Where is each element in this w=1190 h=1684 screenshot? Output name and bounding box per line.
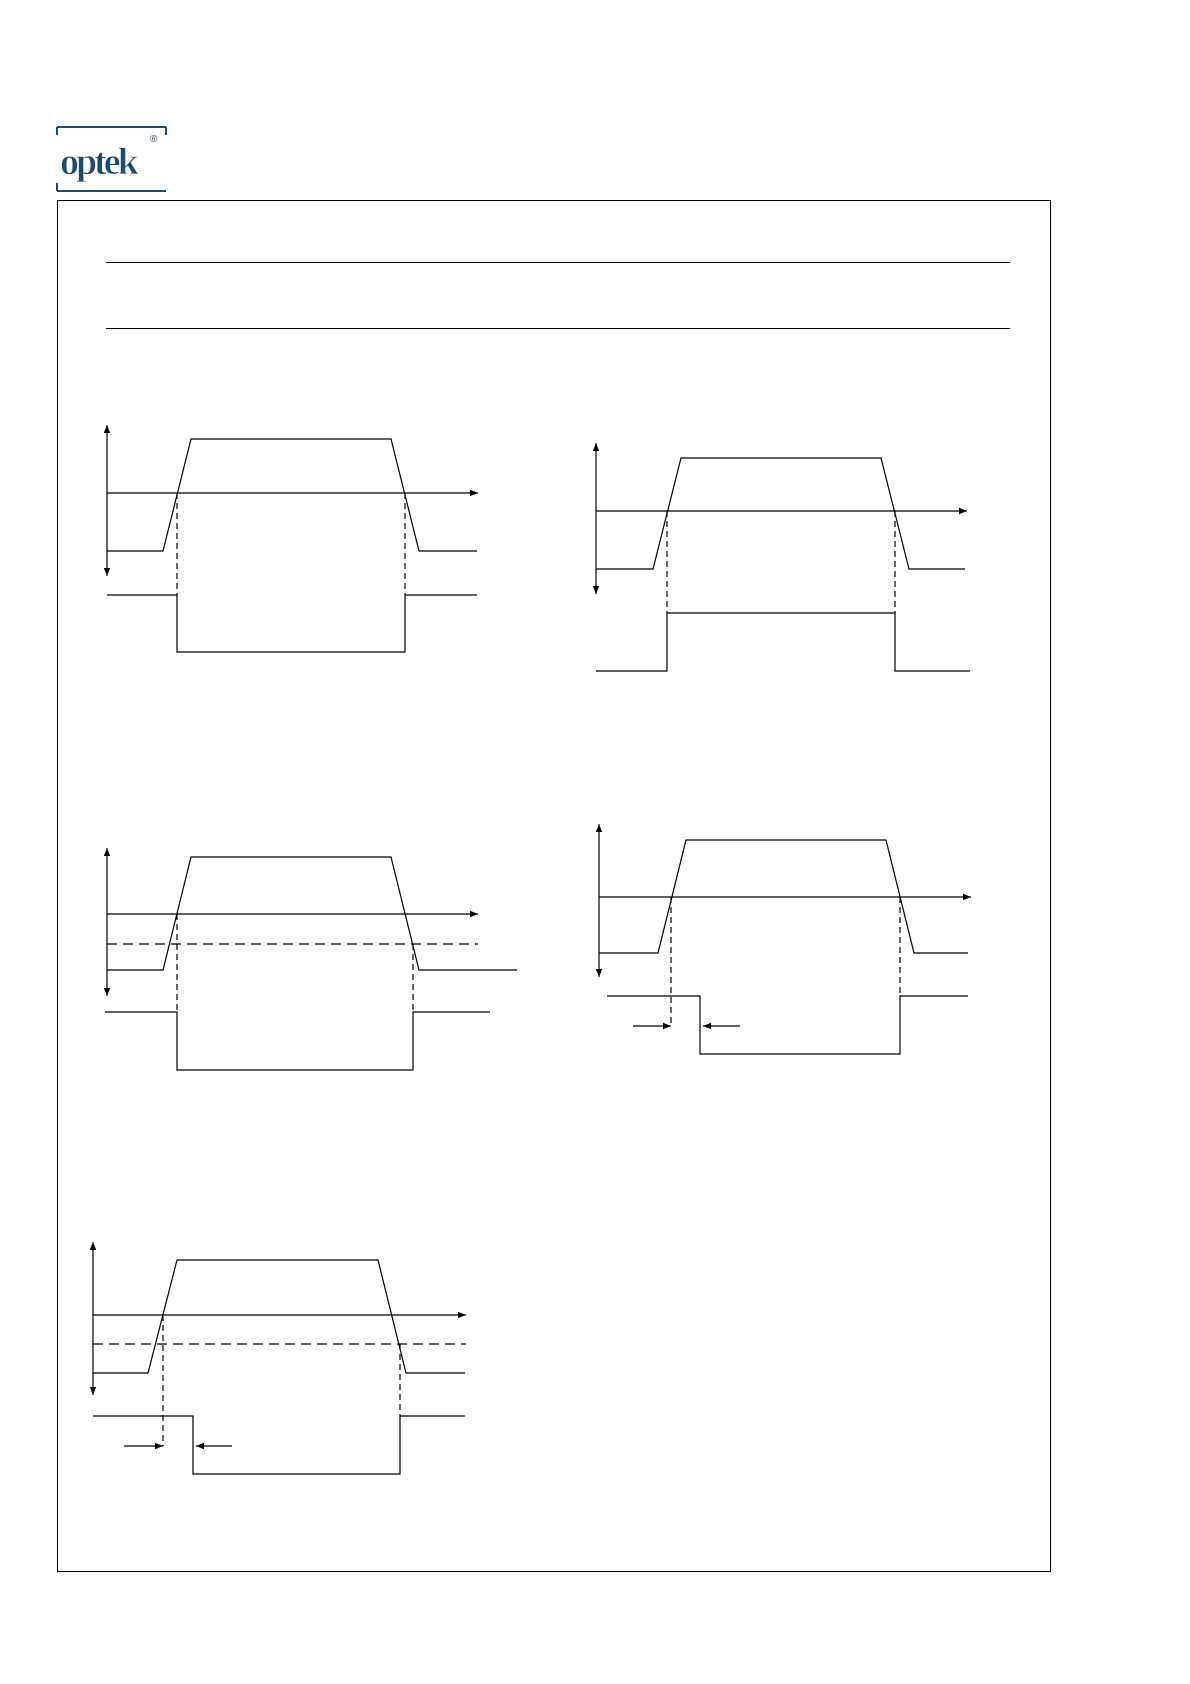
input-waveform (596, 458, 965, 569)
timing-diagram-1 (107, 425, 478, 652)
timing-diagram-4 (599, 824, 971, 1054)
output-waveform (93, 1416, 465, 1474)
input-waveform (93, 1260, 465, 1373)
input-waveform (107, 439, 477, 551)
timing-diagram-5 (93, 1242, 466, 1474)
registered-mark-icon: ® (150, 134, 158, 145)
timing-diagram-2 (596, 443, 970, 671)
timing-diagram-3 (105, 848, 517, 1070)
logo-wordmark: optek (60, 141, 136, 183)
output-waveform (105, 1012, 490, 1070)
output-waveform (596, 613, 970, 671)
output-waveform (107, 595, 477, 652)
output-waveform (607, 996, 968, 1054)
